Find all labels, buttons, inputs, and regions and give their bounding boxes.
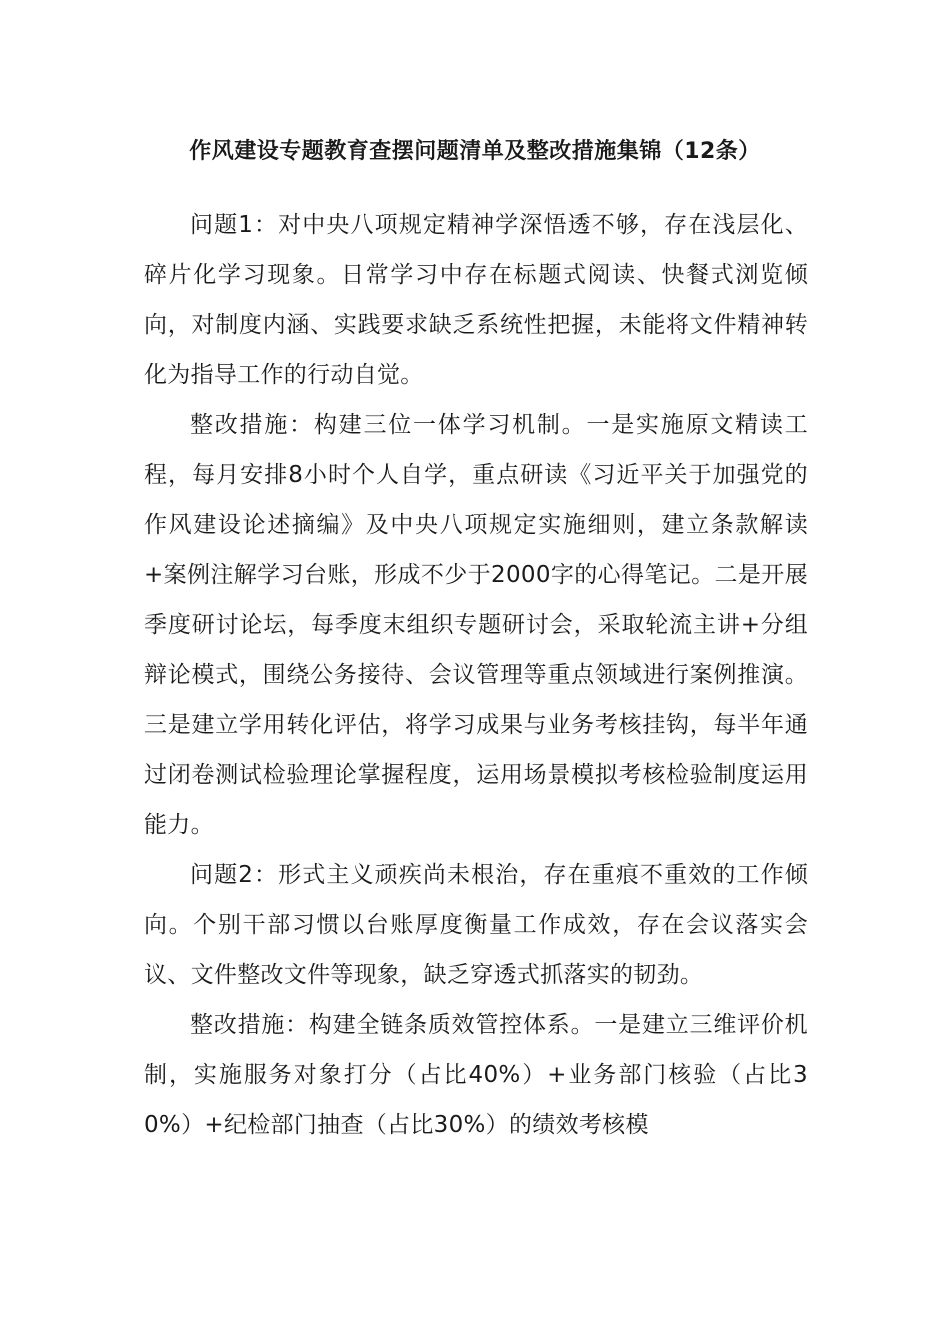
paragraph-problem-2: 问题2：形式主义顽疾尚未根治，存在重痕不重效的工作倾向。个别干部习惯以台账厚度衡量工作成效，存在会议落实会议、文件整改文件等现象，缺乏穿透式抓落实的韧劲。	[144, 862, 808, 988]
paragraph-problem-1: 问题1：对中央八项规定精神学深悟透不够，存在浅层化、碎片化学习现象。日常学习中存在标题式阅读、快餐式浏览倾向，对制度内涵、实践要求缺乏系统性把握，未能将文件精神转化为指导工作的行动自觉。	[144, 212, 808, 388]
paragraph-measure-1: 整改措施：构建三位一体学习机制。一是实施原文精读工程，每月安排8小时个人自学，重点研读《习近平关于加强党的作风建设论述摘编》及中央八项规定实施细则，建立条款解读+案例注解学习台账，形成不少于2000字的心得笔记。二是开展季度研讨论坛，每季度末组织专题研讨会，采取轮流主讲+分组辩论模式，围绕公务接待、会议管理等重点领域进行案例推演。三是建立学用转化评估，将学习成果与业务考核挂钩，每半年通过闭卷测试检验理论掌握程度，运用场景模拟考核检验制度运用能力。	[144, 412, 808, 838]
document-title: 作风建设专题教育查摆问题清单及整改措施集锦（12条）	[189, 139, 761, 164]
paragraph-measure-2: 整改措施：构建全链条质效管控体系。一是建立三维评价机制，实施服务对象打分（占比40%）+业务部门核验（占比30%）+纪检部门抽查（占比30%）的绩效考核模	[144, 1012, 808, 1138]
document-body	[144, 200, 808, 1150]
